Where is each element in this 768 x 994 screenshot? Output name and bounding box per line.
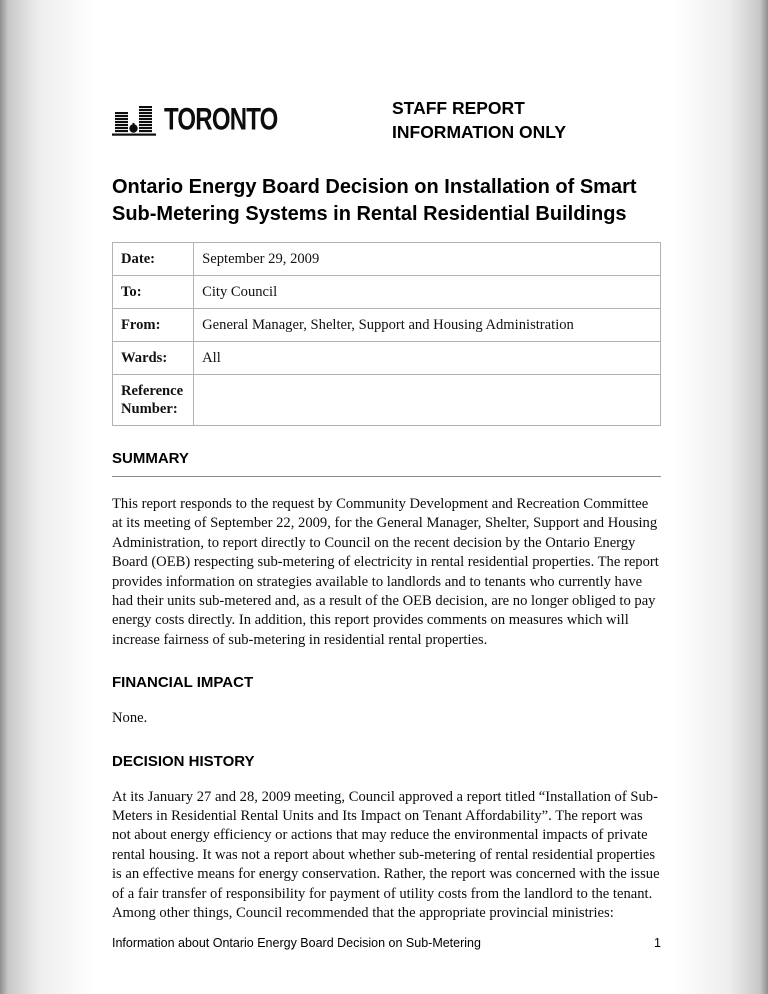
row-label-reference-number: Reference Number: — [113, 375, 194, 426]
table-row — [113, 342, 661, 375]
section-heading-decision-history: DECISION HISTORY — [112, 752, 255, 770]
table-row — [113, 243, 661, 276]
page-edge-shadow-left — [0, 0, 94, 994]
summary-paragraph: This report responds to the request by Community Development and Recreation Committee at its meeting of September 22, 2009, for the General Manager, Shelter, Support and Housing Administration, to report directly to Council on the recent decision by the Ontario Energy Board (OEB) respecting sub-metering of electricity in rental residential properties. The report provides information on strategies available to landlords and to tenants who currently have had their units sub-metered and, as a result of the OEB decision, are no longer obliged to pay energy costs directly. In addition, this report provides comments on measures which will increase fairness of sub-metering in residential rental properties. — [112, 496, 659, 648]
row-value-wards: All — [194, 342, 661, 375]
page-title: Ontario Energy Board Decision on Installation of Smart Sub-Metering Systems in Rental Residential Buildings — [112, 176, 637, 225]
toronto-wordmark: TORONTO — [164, 102, 278, 137]
section-heading-summary: SUMMARY — [112, 450, 661, 477]
footer-page-number: 1 — [654, 936, 661, 950]
table-row — [113, 309, 661, 342]
row-label-to: To: — [113, 276, 194, 309]
decision-history-paragraph: At its January 27 and 28, 2009 meeting, Council approved a report titled “Installation of Sub-Meters in Residential Rental Units and Its Impact on Tenant Affordability”. The report was not about energy efficiency or actions that may reduce the environmental impacts of private rental housing. It was not a report about whether sub-metering of rental residential properties is an effective means for energy conservation. Rather, the report was concerned with the issue of a fair transfer of responsibility for payment of utility costs from the landlord to the tenant. Among other things, Council recommended that the appropriate provincial ministries: — [112, 788, 660, 922]
table-row — [113, 375, 661, 426]
report-type-block — [392, 96, 566, 144]
report-info-table — [112, 242, 661, 426]
row-label-wards: Wards: — [113, 342, 194, 375]
toronto-logo — [112, 102, 306, 138]
section-heading-financial-impact: FINANCIAL IMPACT — [112, 674, 254, 692]
row-value-reference-number — [194, 375, 661, 426]
report-type-line2: INFORMATION ONLY — [392, 122, 567, 142]
document-header — [112, 100, 661, 152]
row-label-date: Date: — [113, 243, 194, 276]
report-type-line1: STAFF REPORT — [392, 98, 525, 118]
row-value-date: September 29, 2009 — [194, 243, 661, 276]
row-value-to: City Council — [194, 276, 661, 309]
row-label-from: From: — [113, 309, 194, 342]
table-row — [113, 276, 661, 309]
footer-text: Information about Ontario Energy Board Decision on Sub-Metering — [112, 936, 481, 950]
financial-impact-paragraph: None. — [112, 710, 148, 727]
row-value-from: General Manager, Shelter, Support and Housing Administration — [194, 309, 661, 342]
document-page — [112, 0, 661, 924]
page-footer — [112, 936, 661, 950]
page-edge-shadow-right — [674, 0, 768, 994]
toronto-cityhall-icon — [112, 102, 158, 138]
